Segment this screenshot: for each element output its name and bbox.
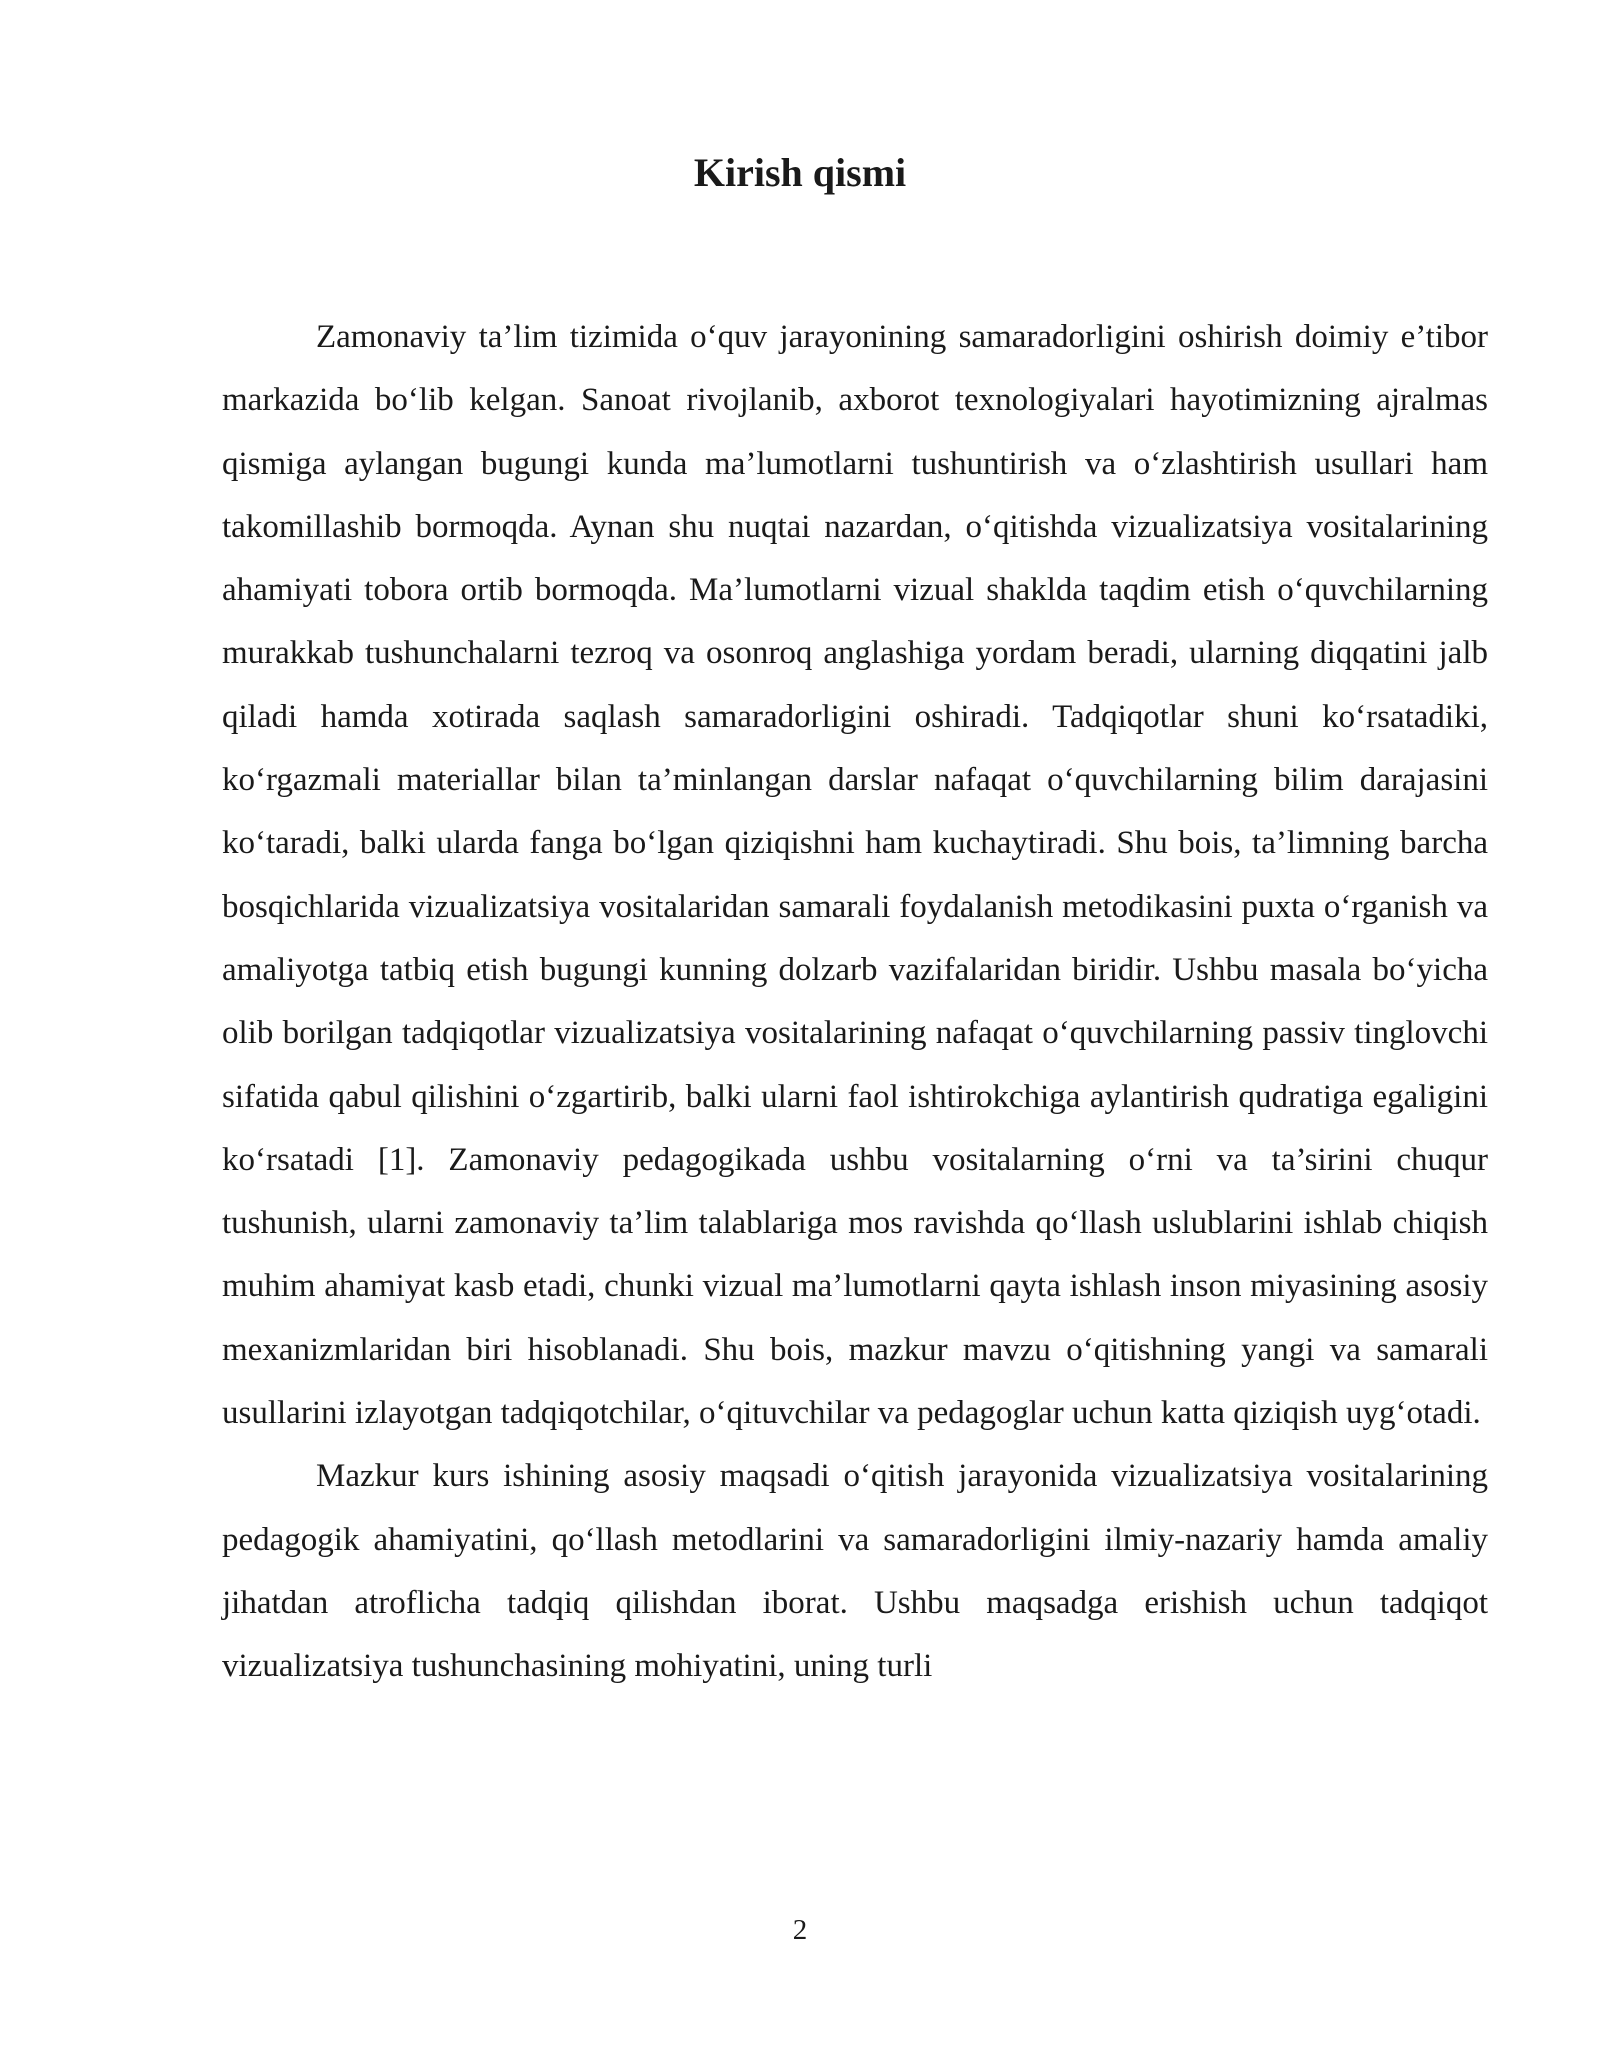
page-title: Kirish qismi (693, 150, 907, 195)
page-number: 2 (792, 1914, 808, 1946)
paragraph-1: Zamonaviy ta’lim tizimida o‘quv jarayonining samaradorligini oshirish doimiy e’tibor markazida bo‘lib kelgan. Sanoat rivojlanib, axborot texnologiyalari hayotimizning ajralmas qismiga aylangan bugungi kunda ma’lumotlarni tushuntirish va o‘zlashtirish usullari ham takomillashib bormoqda. Aynan shu nuqtai nazardan, o‘qitishda vizualizatsiya vositalarining ahamiyati tobora ortib bormoqda. Ma’lumotlarni vizual shaklda taqdim etish o‘quvchilarning murakkab tushunchalarni tezroq va osonroq anglashiga yordam beradi, ularning diqqatini jalb qiladi hamda xotirada saqlash samaradorligini oshiradi. Tadqiqotlar shuni ko‘rsatadiki, ko‘rgazmali materiallar bilan ta’minlangan darslar nafaqat o‘quvchilarning bilim darajasini ko‘taradi, balki ularda fanga bo‘lgan qiziqishni ham kuchaytiradi. Shu bois, ta’limning barcha bosqichlarida vizualizatsiya vositalaridan samarali foydalanish metodikasini puxta o‘rganish va amaliyotga tatbiq etish bugungi kunning dolzarb vazifalaridan biridir. Ushbu masala bo‘yicha olib borilgan tadqiqotlar vizualizatsiya vositalarining nafaqat o‘quvchilarning passiv tinglovchi sifatida qabul qilishini o‘zgartirib, balki ularni faol ishtirokchiga aylantirish qudratiga egaligini ko‘rsatadi [1]. Zamonaviy pedagogikada ushbu vositalarning o‘rni va ta’sirini chuqur tushunish, ularni zamonaviy ta’lim talablariga mos ravishda qo‘llash uslublarini ishlab chiqish muhim ahamiyat kasb etadi, chunki vizual ma’lumotlarni qayta ishlash inson miyasining asosiy mexanizmlaridan biri hisoblanadi. Shu bois, mazkur mavzu o‘qitishning yangi va samarali usullarini izlayotgan tadqiqotchilar, o‘qituvchilar va pedagoglar uchun katta qiziqish uyg‘otadi. (222, 319, 1488, 1432)
body-text (222, 306, 1488, 1699)
paragraph-2: Mazkur kurs ishining asosiy maqsadi o‘qitish jarayonida vizualizatsiya vositalarining pedagogik ahamiyatini, qo‘llash metodlarini va samaradorligini ilmiy-nazariy hamda amaliy jihatdan atroflicha tadqiq qilishdan iborat. Ushbu maqsadga erishish uchun tadqiqot vizualizatsiya tushunchasining mohiyatini, uning turli (222, 1458, 1488, 1685)
